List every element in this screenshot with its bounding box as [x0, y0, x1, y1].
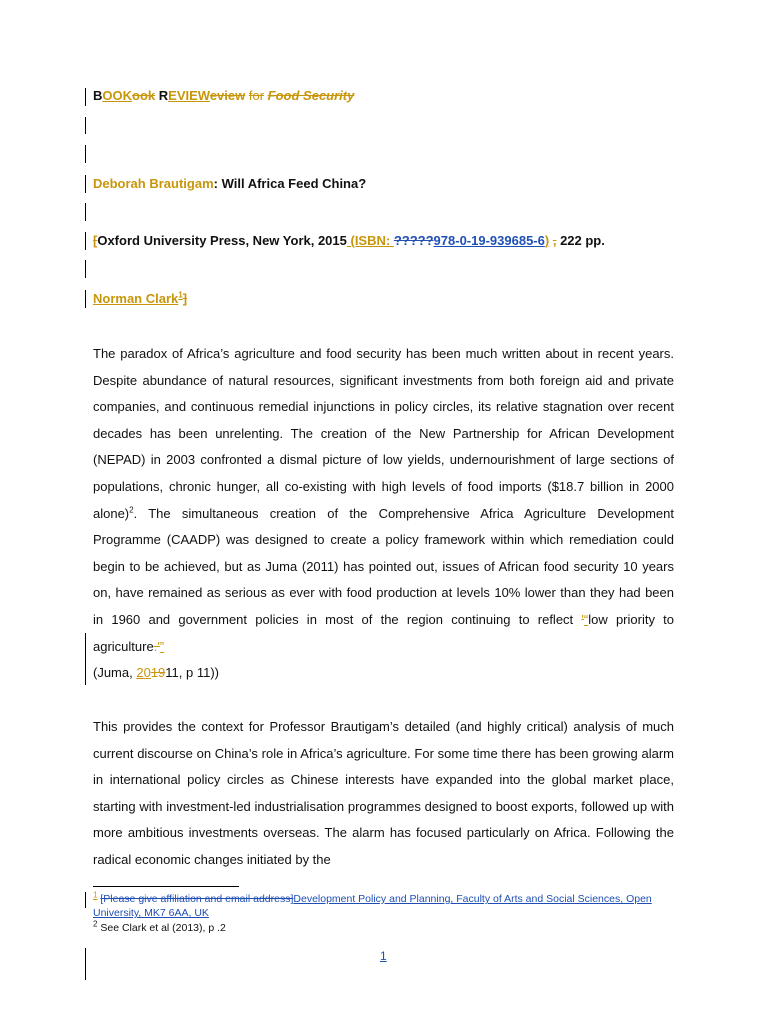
- deleted-text: eview: [209, 88, 246, 103]
- change-bar: [85, 203, 86, 221]
- change-bar: [85, 892, 86, 908]
- paragraph-text: The paradox of Africa’s agriculture and food security has been much written about in recent years. Despite abundance of natural resources, significant investments from both foreign aid and private companies, and continuous remedial injunctions in policy circles, its relative stagnation over recent decades has been unrelenting. The creation of the New Partnership for African Development (NEPAD) in 2003 confronted a dismal picture of low yields, undernourishment of large sections of populations, chronic hunger, all co-existing with high levels of food imports ($18.7 billion in 2000 alone): [93, 346, 674, 521]
- reviewer-line: [93, 290, 187, 308]
- isbn-value[interactable]: 978-0-19-939685-6: [433, 233, 545, 248]
- isbn-label: (ISBN:: [346, 233, 394, 248]
- footnote-1: [93, 892, 653, 920]
- change-bar: [85, 145, 86, 163]
- publication-line: [93, 232, 605, 250]
- footnote-text: See Clark et al (2013), p .2: [97, 922, 226, 934]
- citation: 11, p 11)): [165, 665, 219, 681]
- affiliation-text: Development Policy and Planning, Faculty of Arts and Social Sciences, Open University, MK7 6AA, UK: [93, 893, 652, 919]
- paragraph-text: This provides the context for Professor Brautigam’s detailed (and highly critical) analysis of much current discourse on China’s role in Africa’s agriculture. For some time there has been growing alarm in international policy circles as Chinese interests have expanded into the global market place, starting with investment-led industrialisation programmes designed to boost exports, followed up with more ambitious investments overseas. The alarm has focused particularly on Africa. Following the radical economic changes initiated by the: [93, 719, 674, 867]
- citation: (Juma,: [93, 665, 137, 681]
- change-bar: [85, 260, 86, 278]
- book-author: Deborah Brautigam: [93, 176, 214, 191]
- body-paragraph: [93, 341, 674, 687]
- isbn-close: ): [544, 233, 550, 248]
- page-number[interactable]: 1: [380, 949, 387, 963]
- deleted-text: 19: [150, 665, 166, 681]
- footnote-ref[interactable]: 1: [178, 290, 183, 300]
- inserted-text: ”: [159, 638, 165, 654]
- deleted-text: for: [248, 88, 265, 103]
- footnote-ref[interactable]: 2: [129, 505, 134, 515]
- deleted-text: ook: [132, 88, 156, 103]
- footnote-number: 1: [93, 890, 98, 900]
- deleted-text: .': [153, 638, 160, 654]
- change-bar: [85, 175, 86, 193]
- reviewer-name: Norman Clark: [93, 291, 179, 306]
- change-bar: [85, 633, 86, 685]
- publisher: Oxford University Press, New York, 2015: [97, 233, 347, 248]
- inserted-text: OOK: [102, 88, 133, 103]
- title-b: B: [93, 88, 103, 103]
- change-bar: [85, 232, 86, 250]
- page-count: 222 pp.: [556, 233, 605, 248]
- deleted-text: [Please give affiliation and email address]: [100, 893, 294, 905]
- change-bar: [85, 290, 86, 308]
- change-bar: [85, 117, 86, 134]
- quoted-text: low priority to agriculture: [93, 611, 675, 654]
- footnote-number: 2: [93, 919, 98, 929]
- inserted-text: EVIEW: [168, 88, 210, 103]
- deleted-text: ': [581, 611, 584, 627]
- deleted-text: ,: [552, 233, 557, 248]
- book-title-line: [93, 175, 366, 193]
- title-r: R: [158, 88, 169, 103]
- change-bar: [85, 948, 86, 980]
- deleted-text: Food Security: [267, 88, 355, 103]
- deleted-text: ]: [182, 291, 188, 306]
- deleted-text: ?????: [393, 233, 434, 248]
- inserted-text: 20: [136, 665, 151, 681]
- deleted-text: [: [93, 233, 98, 248]
- body-paragraph: [93, 714, 674, 874]
- review-title: [93, 87, 354, 105]
- paragraph-text: . The simultaneous creation of the Comprehensive Africa Agriculture Development Programme (CAADP) was designed to create a policy framework within which remediation could begin to be achieved, but as Juma (2011) has pointed out, issues of African food security 10 years on, have remained as serious as ever with food production at levels 10% lower than they had been in 1960 and government policies in most of the region continuing to reflect: [93, 505, 674, 627]
- footnote-separator: [93, 886, 239, 887]
- book-title: : Will Africa Feed China?: [213, 176, 367, 191]
- footnote-2: [93, 921, 653, 935]
- inserted-text: “: [583, 611, 589, 627]
- change-bar: [85, 88, 86, 106]
